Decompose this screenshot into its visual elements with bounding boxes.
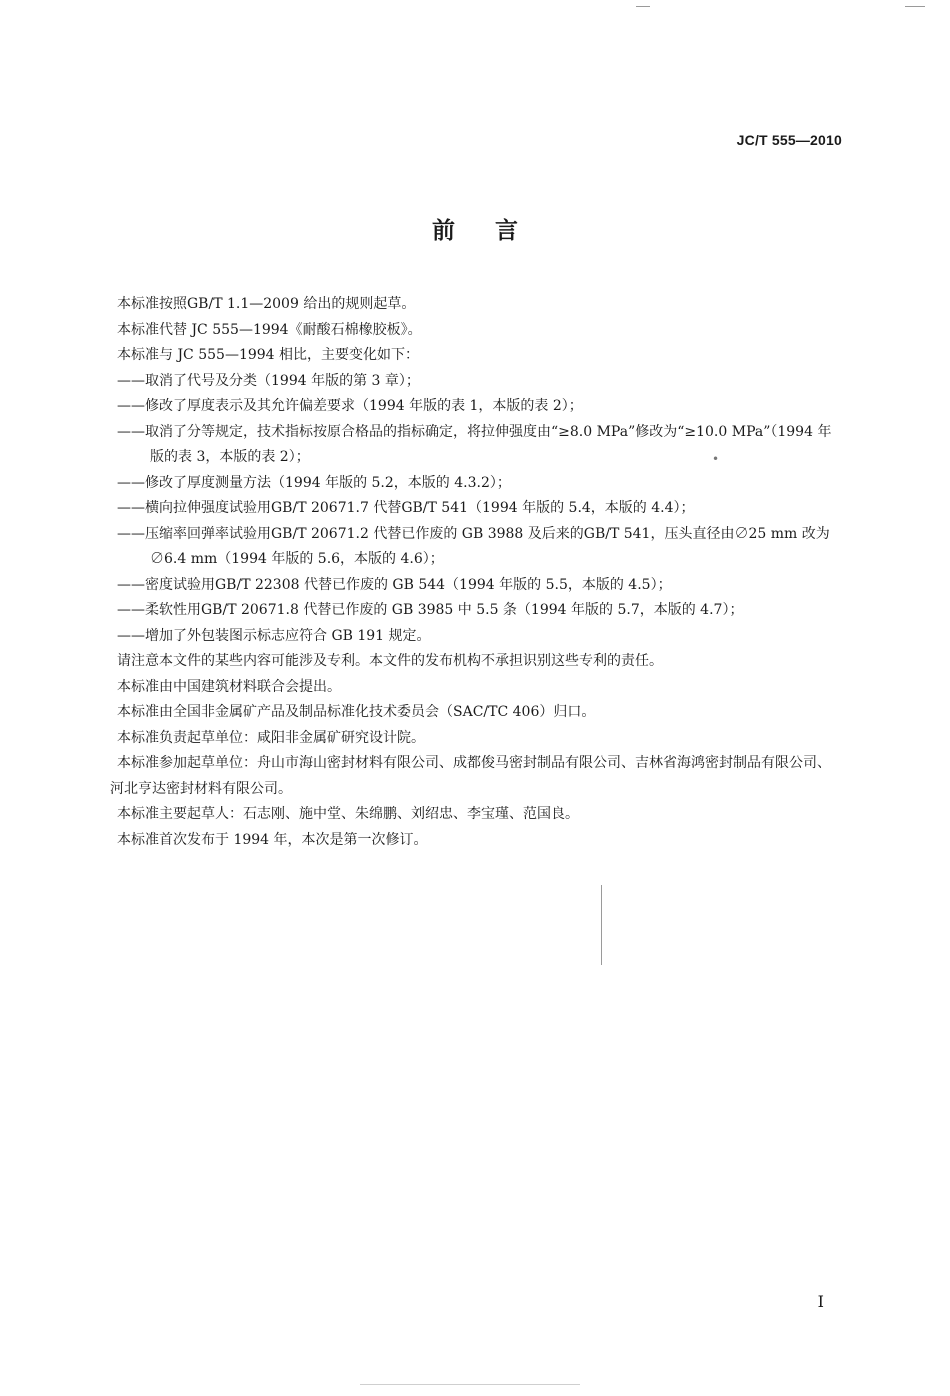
paragraph-centralized-by: 本标准由全国非金属矿产品及制品标准化技术委员会（SAC/TC 406）归口。 xyxy=(117,704,596,720)
paragraph-patent-notice: 请注意本文件的某些内容可能涉及专利。本文件的发布机构不承担识别这些专利的责任。 xyxy=(117,653,663,669)
change-item: ——取消了分等规定，技术指标按原合格品的指标确定，将拉伸强度由“≥8.0 MPa”修改为“≥10.0 MPa”（1994 年版的表 3，本版的表 2）； xyxy=(117,423,832,465)
page-title: 前言 xyxy=(432,218,558,244)
scan-artifact-line xyxy=(601,885,602,965)
page-number: I xyxy=(817,1292,824,1311)
change-item: ——取消了代号及分类（1994 年版的第 3 章）； xyxy=(117,372,420,389)
change-item: ——修改了厚度测量方法（1994 年版的 5.2，本版的 4.3.2）； xyxy=(117,474,511,491)
foreword-body xyxy=(110,292,842,853)
change-item: ——修改了厚度表示及其允许偏差要求（1994 年版的表 1，本版的表 2）； xyxy=(117,398,583,414)
change-item: ——密度试验用GB/T 22308 代替已作废的 GB 544（1994 年版的 5.5，本版的 4.5）； xyxy=(117,576,672,593)
scan-artifact-line xyxy=(636,6,650,7)
scan-artifact-line xyxy=(905,6,925,7)
change-item: ——增加了外包装图示标志应符合 GB 191 规定。 xyxy=(117,627,431,644)
change-item: ——柔软性用GB/T 20671.8 代替已作废的 GB 3985 中 5.5 条（1994 年版的 5.7，本版的 4.7）； xyxy=(117,602,744,618)
change-item: ——横向拉伸强度试验用GB/T 20671.7 代替GB/T 541（1994 年版的 5.4，本版的 4.4）； xyxy=(117,500,695,516)
paragraph-proposed-by: 本标准由中国建筑材料联合会提出。 xyxy=(117,678,341,695)
paragraph-lead-drafter-unit: 本标准负责起草单位：咸阳非金属矿研究设计院。 xyxy=(117,729,425,746)
standard-code: JC/T 555—2010 xyxy=(736,132,842,148)
scan-artifact-dot: • xyxy=(712,452,720,466)
paragraph-drafting-rules: 本标准按照GB/T 1.1—2009 给出的规则起草。 xyxy=(117,296,416,312)
change-item: ——压缩率回弹率试验用GB/T 20671.2 代替已作废的 GB 3988 及后来的GB/T 541，压头直径由∅25 mm 改为∅6.4 mm（1994 年版的 5.6，本版的 4.6）； xyxy=(117,525,830,567)
paragraph-replaces: 本标准代替 JC 555—1994《耐酸石棉橡胶板》。 xyxy=(117,321,422,338)
paragraph-participating-units: 本标准参加起草单位：舟山市海山密封材料有限公司、成都俊马密封制品有限公司、吉林省海鸿密封制品有限公司、河北亨达密封材料有限公司。 xyxy=(110,755,831,797)
paragraph-changes-intro: 本标准与 JC 555—1994 相比，主要变化如下： xyxy=(117,347,420,363)
paragraph-main-drafters: 本标准主要起草人：石志刚、施中堂、朱绵鹏、刘绍忠、李宝瑾、范国良。 xyxy=(117,806,579,822)
paragraph-first-publication: 本标准首次发布于 1994 年，本次是第一次修订。 xyxy=(117,831,428,848)
scan-artifact-line xyxy=(360,1384,580,1385)
